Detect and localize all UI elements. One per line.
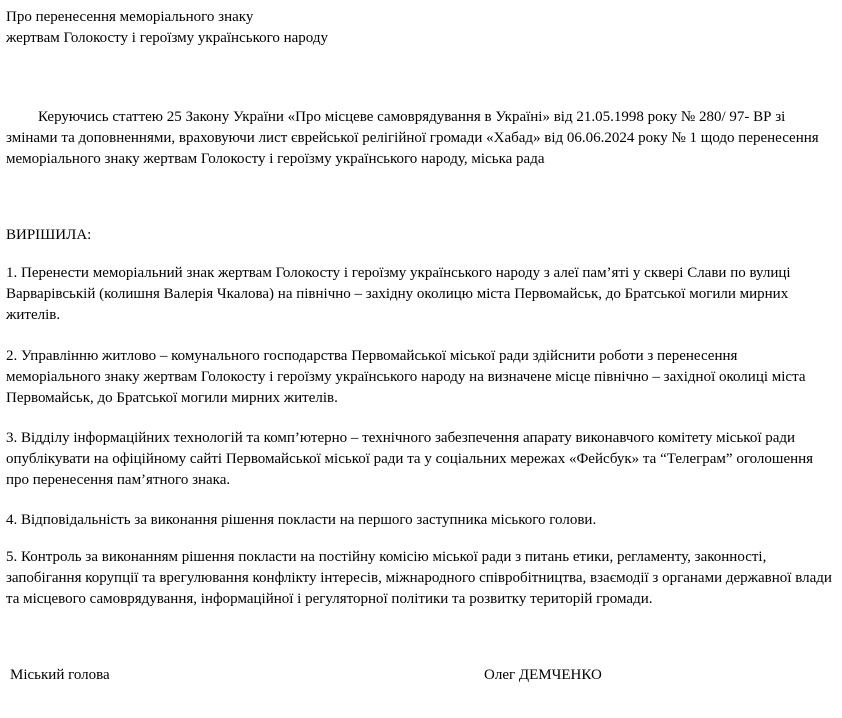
- signature-position: Міський голова: [10, 667, 110, 683]
- signature-name: Олег ДЕМЧЕНКО: [484, 667, 602, 683]
- resolved-heading: ВИРІШИЛА:: [6, 227, 92, 243]
- signature-block: [6, 665, 834, 686]
- document-title: [6, 7, 606, 49]
- resolution-item-1: 1. Перенести меморіальний знак жертвам Голокосту і героїзму українського народу з алеї пам’яті у сквері Слави по вулиці Варварівській (колишня Валерія Чкалова) на північно – західну околицю міста Первомайськ, до Братської могили мирних жителів.: [6, 265, 791, 323]
- resolution-item-2: 2. Управлінню житлово – комунального господарства Первомайської міської ради здійснити роботи з перенесення меморіального знаку жертвам Голокосту і героїзму українського народу на визначене місце північно – західної околиці міста Первомайськ, до Братської могили мирних жителів.: [6, 348, 806, 406]
- resolution-item-5: 5. Контроль за виконанням рішення покласти на постійну комісію міської ради з питань етики, регламенту, законності, запобігання корупції та врегулювання конфлікту інтересів, міжнародного співробітництва, взаємодії з органами державної влади та місцевого самоврядування, інформаційної і регуляторної політики та розвитку територій громади.: [6, 549, 832, 607]
- intro-paragraph: Керуючись статтею 25 Закону України «Про місцеве самоврядування в Україні» від 21.05.1998 року № 280/ 97- ВР зі змінами та доповненнями, враховуючи лист єврейської релігійної громади «Хабад» від 06.06.2024 року № 1 щодо перенесення меморіального знаку жертвам Голокосту і героїзму українського народу, міська рада: [6, 109, 819, 167]
- title-line-1: Про перенесення меморіального знаку: [6, 9, 254, 25]
- resolution-item-3: 3. Відділу інформаційних технологій та комп’ютерно – технічного забезпечення апарату виконавчого комітету міської ради опублікувати на офіційному сайті Первомайської міської ради та у соціальних мережах «Фейсбук» та “Телеграм” оголошення про перенесення пам’ятного знака.: [6, 430, 814, 488]
- title-line-2: жертвам Голокосту і героїзму українського народу: [6, 30, 329, 46]
- resolution-item-4: 4. Відповідальність за виконання рішення покласти на першого заступника міського голови.: [6, 512, 597, 528]
